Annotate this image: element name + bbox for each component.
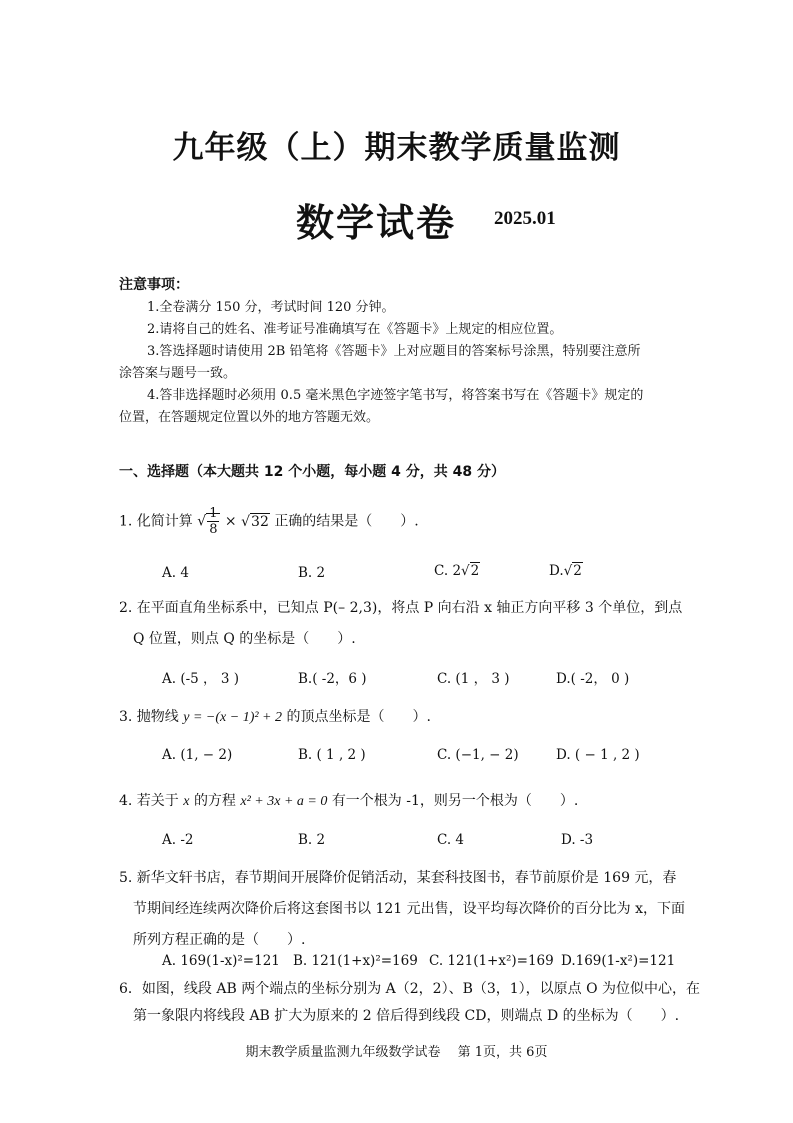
question-5-line-2: 节期间经连续两次降价后将这套图书以 121 元出售，设平均每次降价的百分比为 x，下面 [133, 901, 685, 917]
q1-prefix: 1. 化简计算 [119, 513, 193, 530]
page-title: 九年级（上）期末教学质量监测 [172, 130, 621, 166]
notice-heading: 注意事项： [119, 277, 189, 293]
notice-item-4: 4.答非选择题时必须用 0.5 毫米黑色字迹签字笔书写，将答案书写在《答题卡》规定的 [147, 388, 644, 403]
q1-option-a: A. 4 [162, 565, 189, 581]
question-3 [119, 706, 431, 726]
page-footer: 期末教学质量监测九年级数学试卷 第 1页，共 6页 [245, 1045, 548, 1060]
notice-item-3-cont: 涂答案与题号一致。 [119, 366, 237, 381]
q4-option-d: D. -3 [561, 832, 594, 848]
q4-prefix: 4. 若关于 [119, 793, 179, 809]
q1-frac-den: 8 [209, 522, 218, 537]
question-5-line-3: 所列方程正确的是（ ）. [133, 932, 306, 948]
q1-option-c: C. 2√2 [434, 563, 480, 579]
q1-sqrt-32: √32 [241, 513, 269, 530]
subject-title: 数学试卷 [296, 201, 457, 245]
q1-suffix: 正确的结果是（ ）. [274, 513, 419, 530]
q3-option-b: B. ( 1 , 2 ) [298, 747, 366, 763]
q1-sqrt-fraction: √ $\frac{1}{8}$ [197, 506, 220, 537]
q3-option-c: C. (−1, − 2) [437, 747, 519, 763]
notice-item-1: 1.全卷满分 150 分，考试时间 120 分钟。 [147, 300, 395, 315]
q4-var: x [183, 794, 190, 809]
q4-option-b: B. 2 [298, 832, 326, 848]
notice-item-2: 2.请将自己的姓名、准考证号准确填写在《答题卡》上规定的相应位置。 [147, 322, 563, 337]
q3-prefix: 3. 抛物线 [119, 709, 179, 725]
q3-option-a: A. (1, − 2) [162, 747, 233, 763]
q2-option-b: B.( -2，6 ) [298, 671, 367, 687]
question-2-line-2: Q 位置，则点 Q 的坐标是（ ）. [133, 631, 356, 647]
q2-option-a: A. (-5 ， 3 ) [162, 671, 239, 687]
q5-option-a: A. 169(1-x)²=121 [162, 953, 280, 969]
q1-times: × [224, 513, 237, 530]
q4-option-a: A. -2 [162, 832, 194, 848]
question-1 [119, 506, 419, 537]
question-6-line-1: 6．如图，线段 AB 两个端点的坐标分别为 A（2，2）、B（3，1），以原点 O 为位似中心，在 [119, 981, 701, 997]
q5-option-d: D.169(1-x²)=121 [561, 953, 676, 969]
q4-mid: 的方程 [193, 793, 236, 809]
q4-formula: x² + 3x + a = 0 [240, 794, 328, 809]
q3-option-d: D. ( − 1 , 2 ) [556, 747, 640, 763]
q5-option-b: B. 121(1+x)²=169 [293, 953, 418, 969]
q2-option-d: D.( -2， 0 ) [556, 671, 630, 687]
question-4 [119, 790, 578, 810]
notice-item-4-cont: 位置，在答题规定位置以外的地方答题无效。 [119, 410, 380, 425]
exam-date: 2025.01 [494, 208, 556, 229]
q4-option-c: C. 4 [437, 832, 465, 848]
question-5-line-1: 5. 新华文轩书店，春节期间开展降价促销活动，某套科技图书，春节前原价是 169 元，春 [119, 870, 677, 886]
notice-item-3: 3.答选择题时请使用 2B 铅笔将《答题卡》上对应题目的答案标号涂黑，特别要注意所 [147, 344, 641, 359]
q1-option-d: D.√2 [549, 563, 582, 579]
question-2-line-1: 2. 在平面直角坐标系中，已知点 P(– 2,3)，将点 P 向右沿 x 轴正方向平移 3 个单位，到点 [119, 600, 683, 616]
q2-option-c: C. (1 ， 3 ) [437, 671, 510, 687]
question-6-line-2: 第一象限内将线段 AB 扩大为原来的 2 倍后得到线段 CD，则端点 D 的坐标为（ ）. [133, 1008, 680, 1024]
q1-option-b: B. 2 [298, 565, 326, 581]
q3-formula: y = −(x − 1)² + 2 [183, 710, 283, 725]
q3-suffix: 的顶点坐标是（ ）. [286, 709, 431, 725]
section-heading: 一、选择题（本大题共 12 个小题，每小题 4 分，共 48 分） [119, 464, 505, 480]
q4-suffix: 有一个根为 -1，则另一个根为（ ）. [331, 793, 579, 809]
q1-frac-num: 1 [209, 506, 218, 521]
q5-option-c: C. 121(1+x²)=169 [429, 953, 554, 969]
